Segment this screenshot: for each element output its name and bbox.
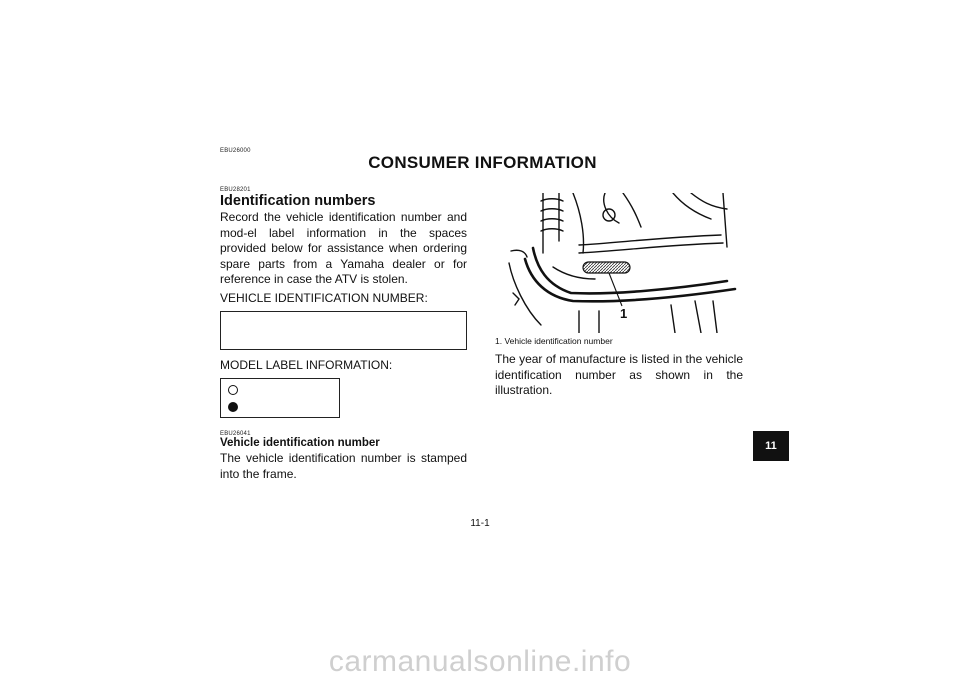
section-code: EBU28201 xyxy=(220,187,251,193)
model-label: MODEL LABEL INFORMATION: xyxy=(220,358,393,372)
frame-illustration xyxy=(495,193,746,333)
page-title: CONSUMER INFORMATION xyxy=(368,153,597,172)
watermark: carmanualsonline.info xyxy=(328,645,632,678)
figure-callout: 1 xyxy=(620,306,628,321)
right-body: The year of manufacture is listed in the vehicle identification number as shown in the illustration. xyxy=(495,352,743,398)
chapter-tab: 11 xyxy=(753,431,789,461)
model-label-box xyxy=(220,378,340,418)
subsection-heading: Vehicle identification number xyxy=(220,437,380,449)
section-body: Record the vehicle identification number and mod-el label information in the spaces provided below for assistance when ordering spare parts from a Yamaha dealer or for reference in case the ATV is stolen. xyxy=(220,210,467,287)
subsection-code: EBU26041 xyxy=(220,431,251,437)
open-circle-icon xyxy=(228,385,238,395)
vin-label: VEHICLE IDENTIFICATION NUMBER: xyxy=(220,291,428,305)
section-heading: Identification numbers xyxy=(220,193,376,209)
vin-record-box xyxy=(220,311,467,350)
title-code: EBU26000 xyxy=(220,148,251,154)
page-number: 11-1 xyxy=(470,518,490,529)
subsection-body: The vehicle identification number is stamped into the frame. xyxy=(220,451,467,481)
filled-circle-icon xyxy=(228,402,238,412)
figure-caption: 1. Vehicle identification number xyxy=(495,336,613,346)
